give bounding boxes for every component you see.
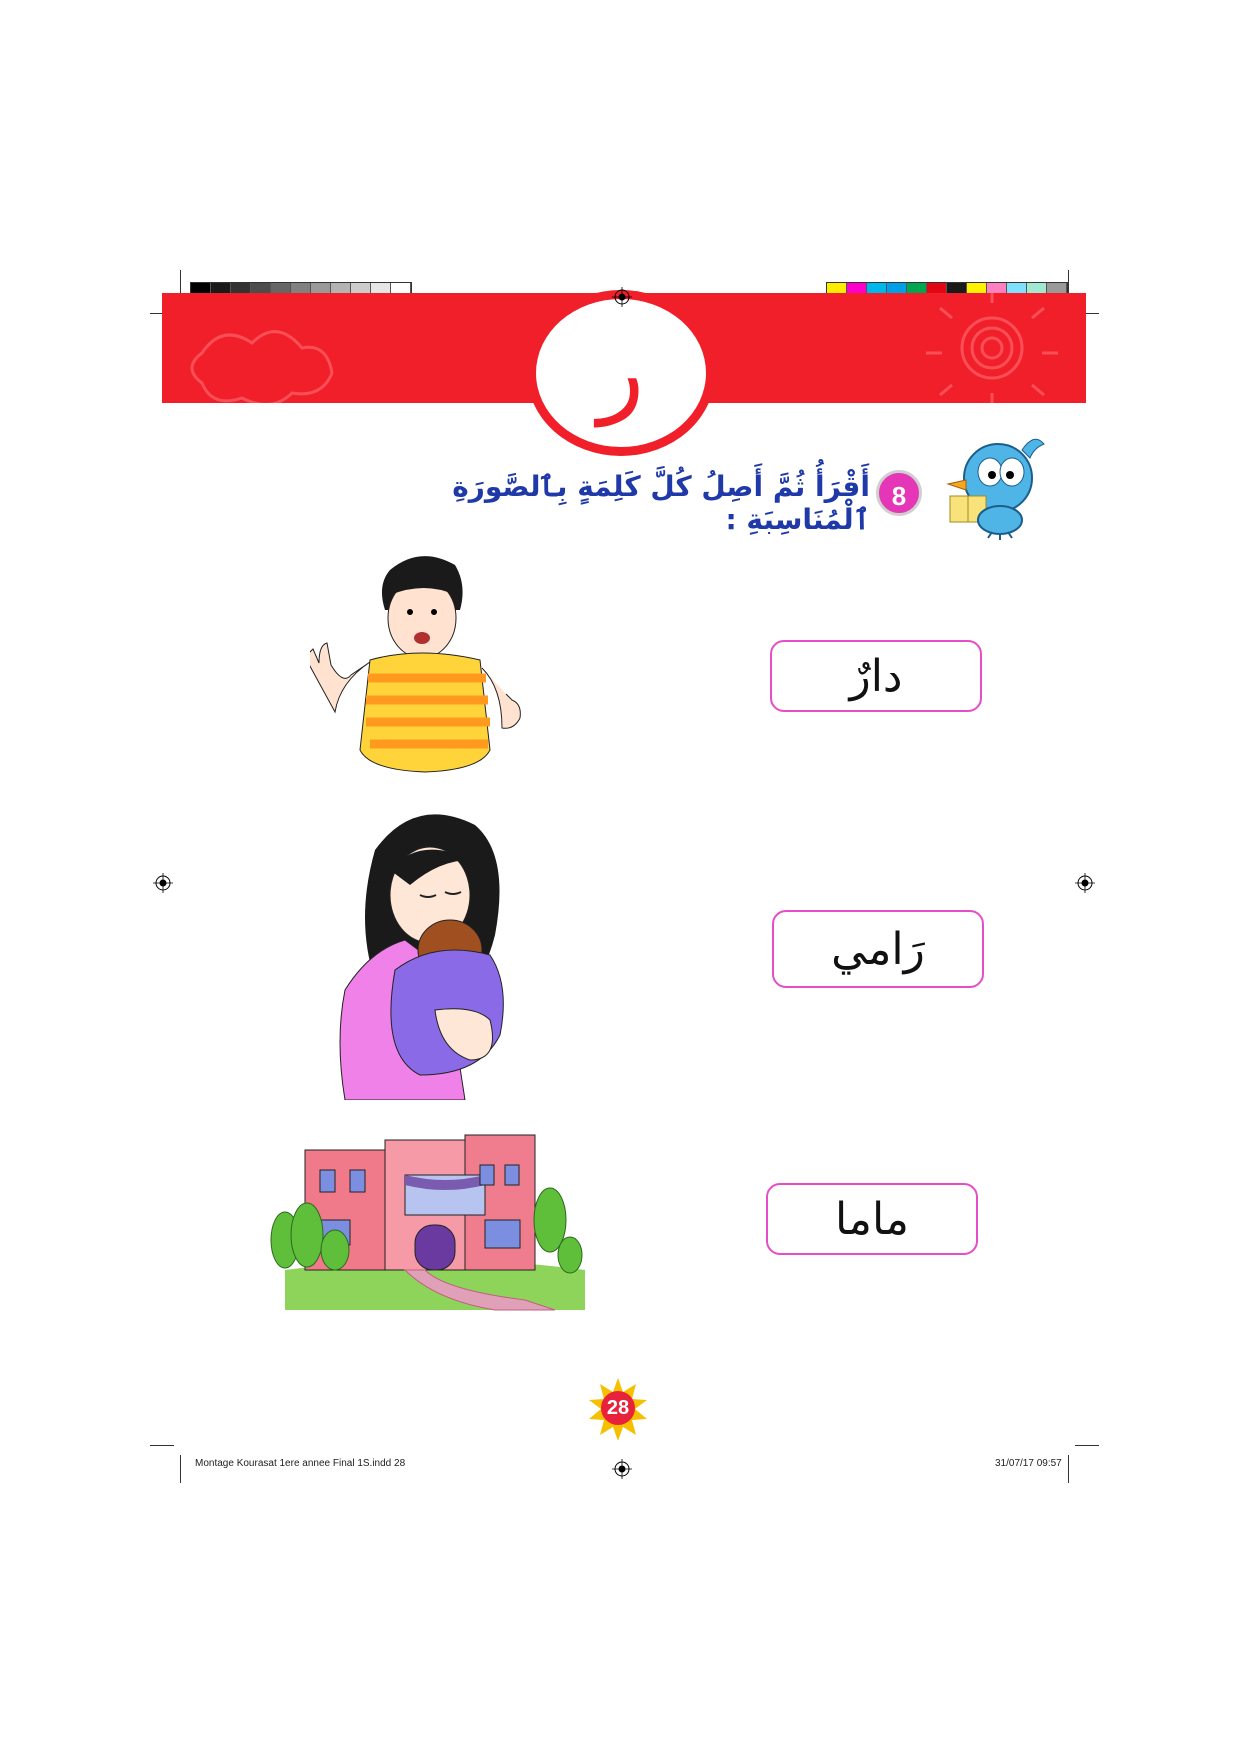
- exercise-instruction: أَقْرَأُ ثُمَّ أَصِلُ كُلَّ كَلِمَةٍ بِٱلصَّورَةِ ٱلْمُنَاسِبَةِ :: [452, 470, 870, 536]
- footer-filename: Montage Kourasat 1ere annee Final 1S.indd 28: [195, 1458, 406, 1469]
- registration-mark-icon: [612, 1459, 632, 1479]
- word-box-dar[interactable]: دارٌ: [770, 640, 982, 712]
- mother-holding-baby-image: [335, 810, 550, 1100]
- crop-mark: [150, 1445, 174, 1446]
- featured-letter: ر: [597, 315, 645, 427]
- page-number: 28: [606, 1397, 630, 1419]
- crop-mark: [1075, 1445, 1099, 1446]
- word-box-mama[interactable]: ماما: [766, 1183, 978, 1255]
- house-image: [265, 1120, 595, 1315]
- word-box-rami[interactable]: رَامي: [772, 910, 984, 988]
- bird-mascot-icon: [930, 430, 1060, 540]
- crop-mark: [180, 1455, 181, 1483]
- registration-mark-icon: [612, 287, 632, 307]
- exercise-number-badge: 8: [876, 470, 922, 516]
- registration-mark-icon: [153, 873, 173, 893]
- crop-mark: [1068, 1455, 1069, 1483]
- boy-talking-image: [310, 550, 570, 775]
- registration-mark-icon: [1075, 873, 1095, 893]
- footer-date: 31/07/17 09:57: [995, 1458, 1062, 1469]
